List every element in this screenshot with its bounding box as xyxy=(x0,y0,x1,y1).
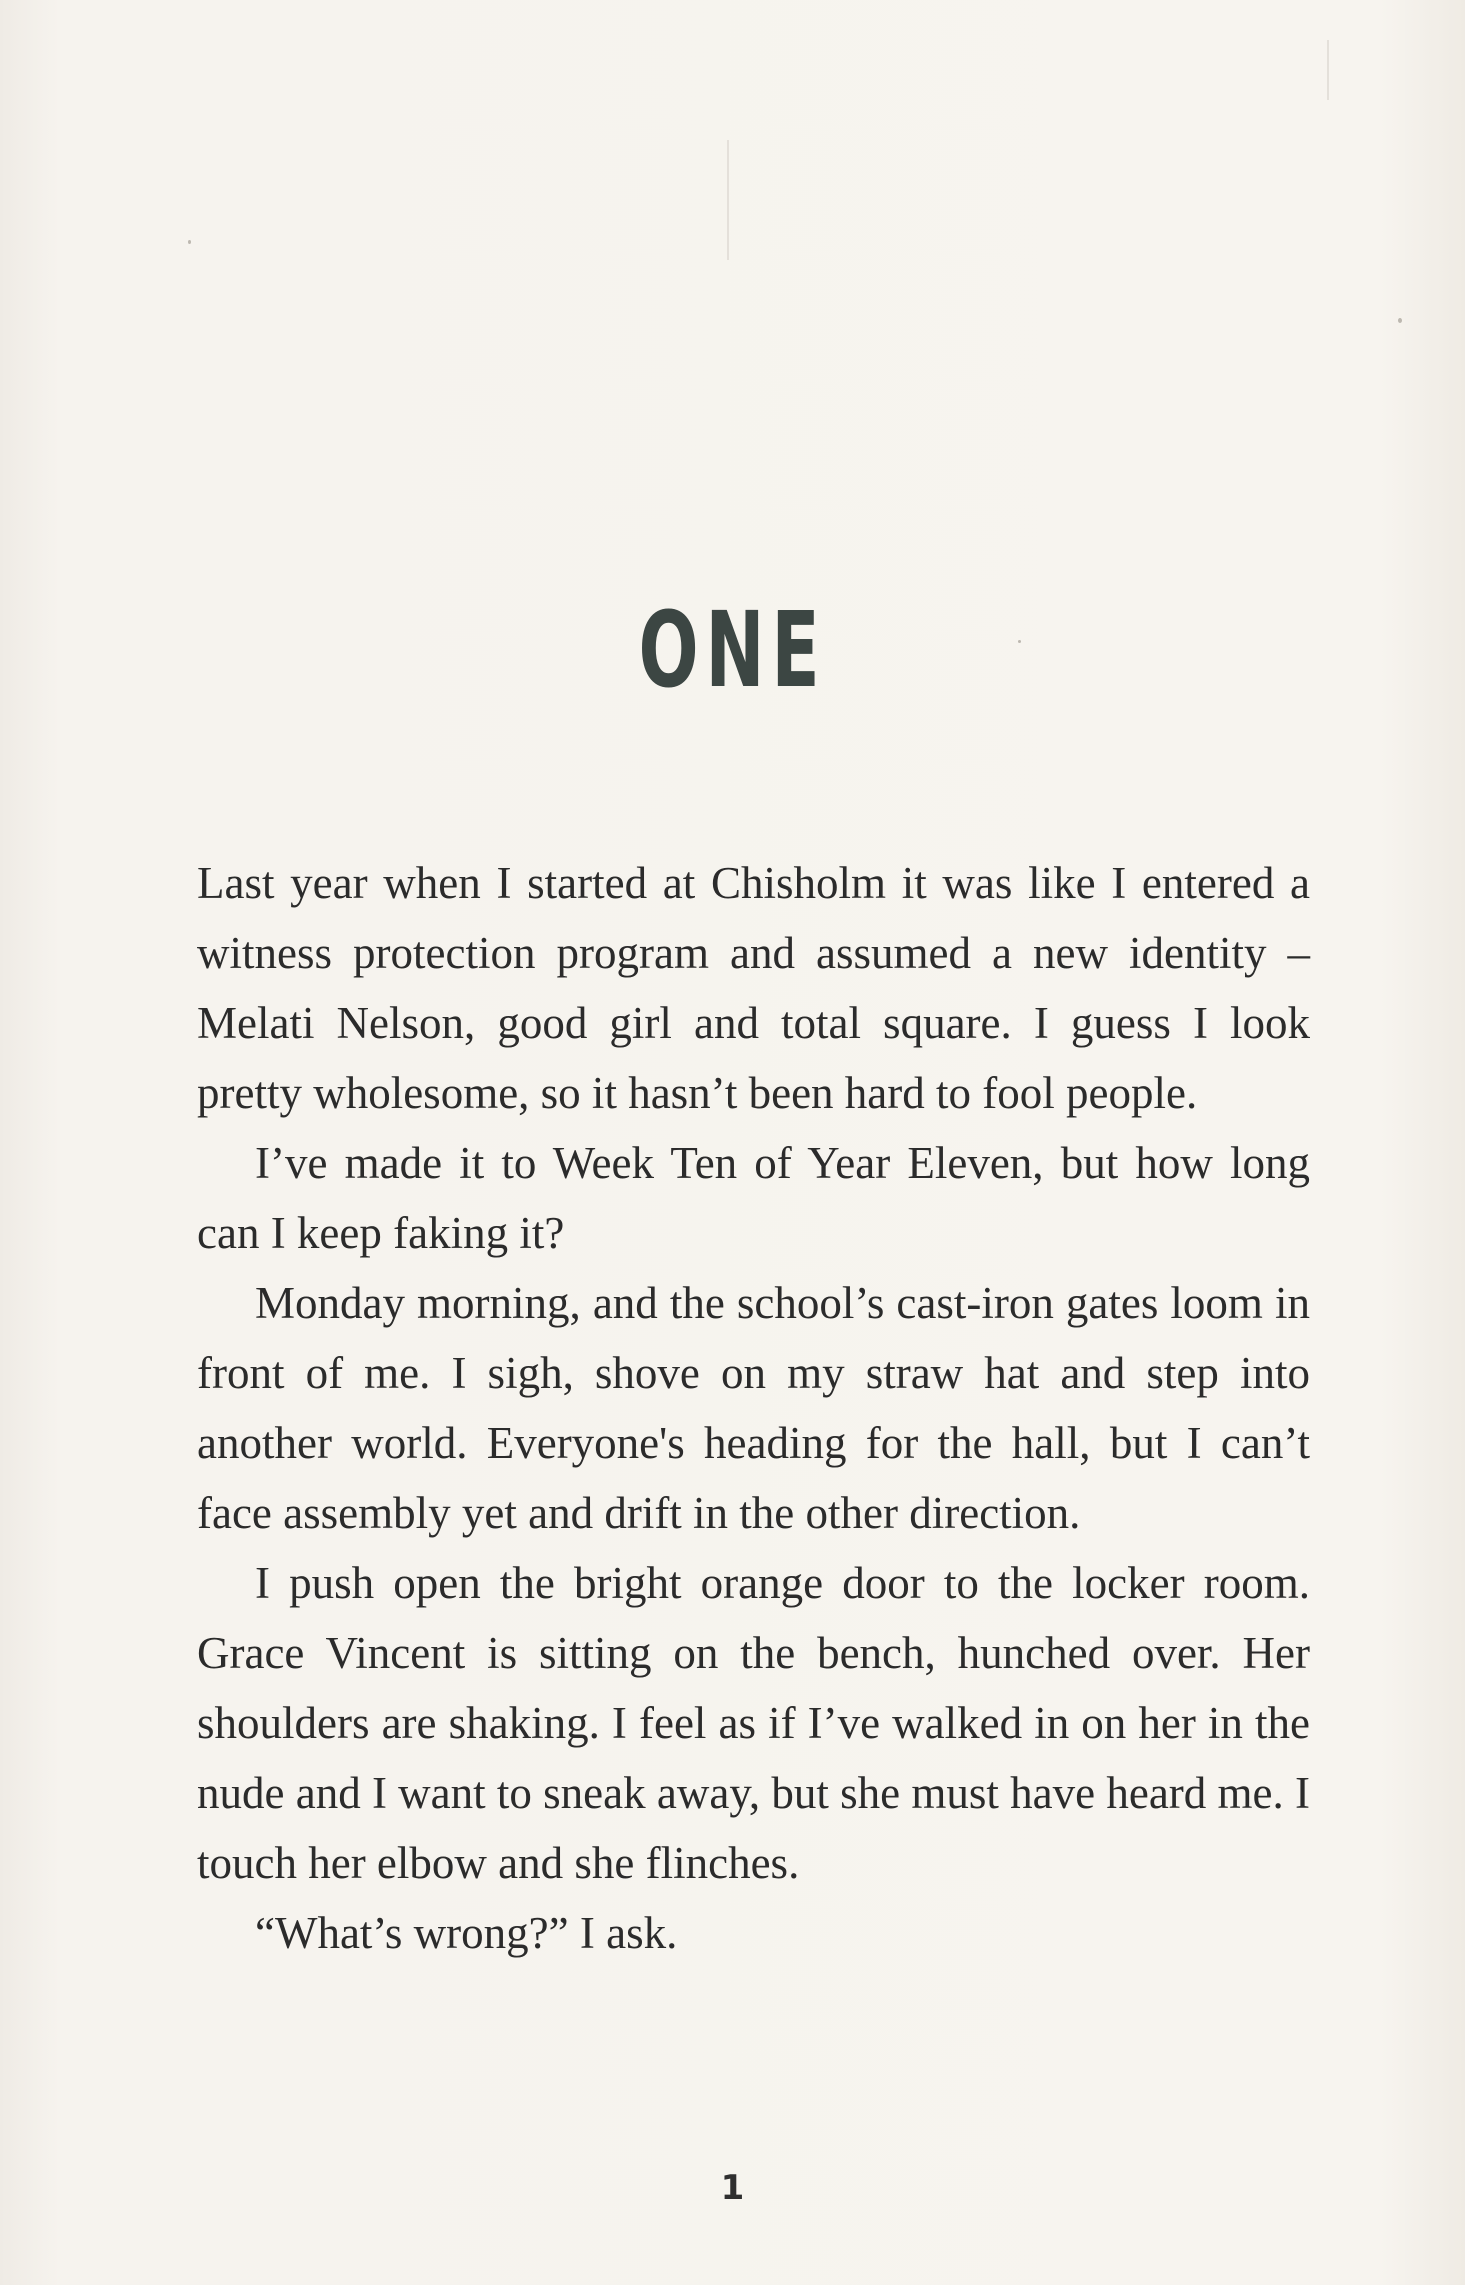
chapter-body xyxy=(197,848,1310,1968)
paragraph: I’ve made it to Week Ten of Year Eleven, but how long can I keep faking it? xyxy=(197,1138,1310,1258)
paper-crease xyxy=(1327,40,1329,100)
paper-speck xyxy=(188,240,191,244)
paper-speck xyxy=(1398,318,1402,323)
paragraph: I push open the bright orange door to the locker room. Grace Vincent is sitting on the bench, hunched over. Her shoulders are shaking. I feel as if I’ve walked in on her in the nude and I want to sneak away, but she must have heard me. I touch her elbow and she flinches. xyxy=(197,1558,1310,1888)
paragraph: “What’s wrong?” I ask. xyxy=(255,1908,678,1958)
page-number: 1 xyxy=(720,2168,745,2208)
paragraph: Last year when I started at Chisholm it was like I entered a witness protection program and assumed a new identity – Melati Nelson, good girl and total square. I guess I look pretty wholesome, so it hasn’t been hard to fool people. xyxy=(197,858,1310,1118)
chapter-title: ONE xyxy=(638,589,827,711)
paragraph: Monday morning, and the school’s cast-iron gates loom in front of me. I sigh, shove on my straw hat and step into another world. Everyone's heading for the hall, but I can’t face assembly yet and drift in the other direction. xyxy=(197,1278,1310,1538)
paper-crease xyxy=(727,140,729,260)
